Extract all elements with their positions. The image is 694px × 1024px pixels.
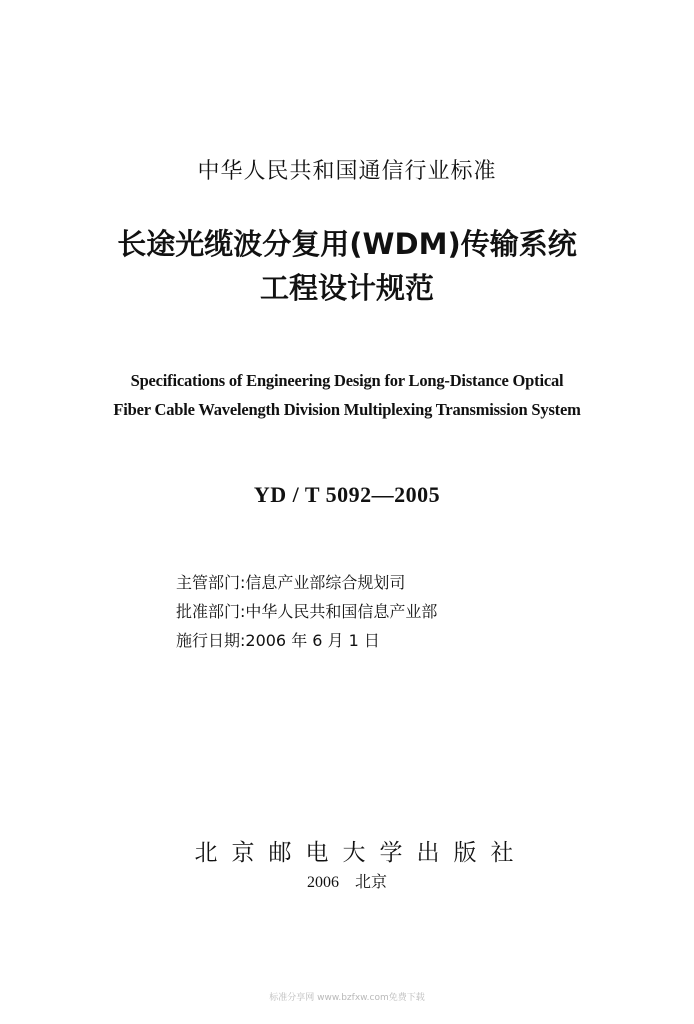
title-en-line2: Fiber Cable Wavelength Division Multiplexing Transmission System	[113, 400, 581, 419]
industry-standard-heading: 中华人民共和国通信行业标准	[197, 159, 497, 184]
title-cn-line2: 工程设计规范	[259, 271, 434, 305]
approving-department: 批准部门:中华人民共和国信息产业部	[176, 602, 438, 621]
title-cn-line1: 长途光缆波分复用(WDM)传输系统	[117, 227, 577, 261]
publication-date-place: 2006 北京	[306, 874, 387, 891]
competent-department: 主管部门:信息产业部综合规划司	[176, 573, 406, 592]
title-en-line1: Specifications of Engineering Design for Long-Distance Optical	[130, 371, 564, 390]
effective-date: 施行日期:2006 年 6 月 1 日	[176, 631, 380, 650]
watermark-text: 标准分享网 www.bzfxw.com免费下载	[269, 993, 425, 1003]
publisher-name: 北京邮电大学出版社	[194, 840, 528, 866]
standard-code: YD / T 5092—2005	[253, 482, 441, 507]
